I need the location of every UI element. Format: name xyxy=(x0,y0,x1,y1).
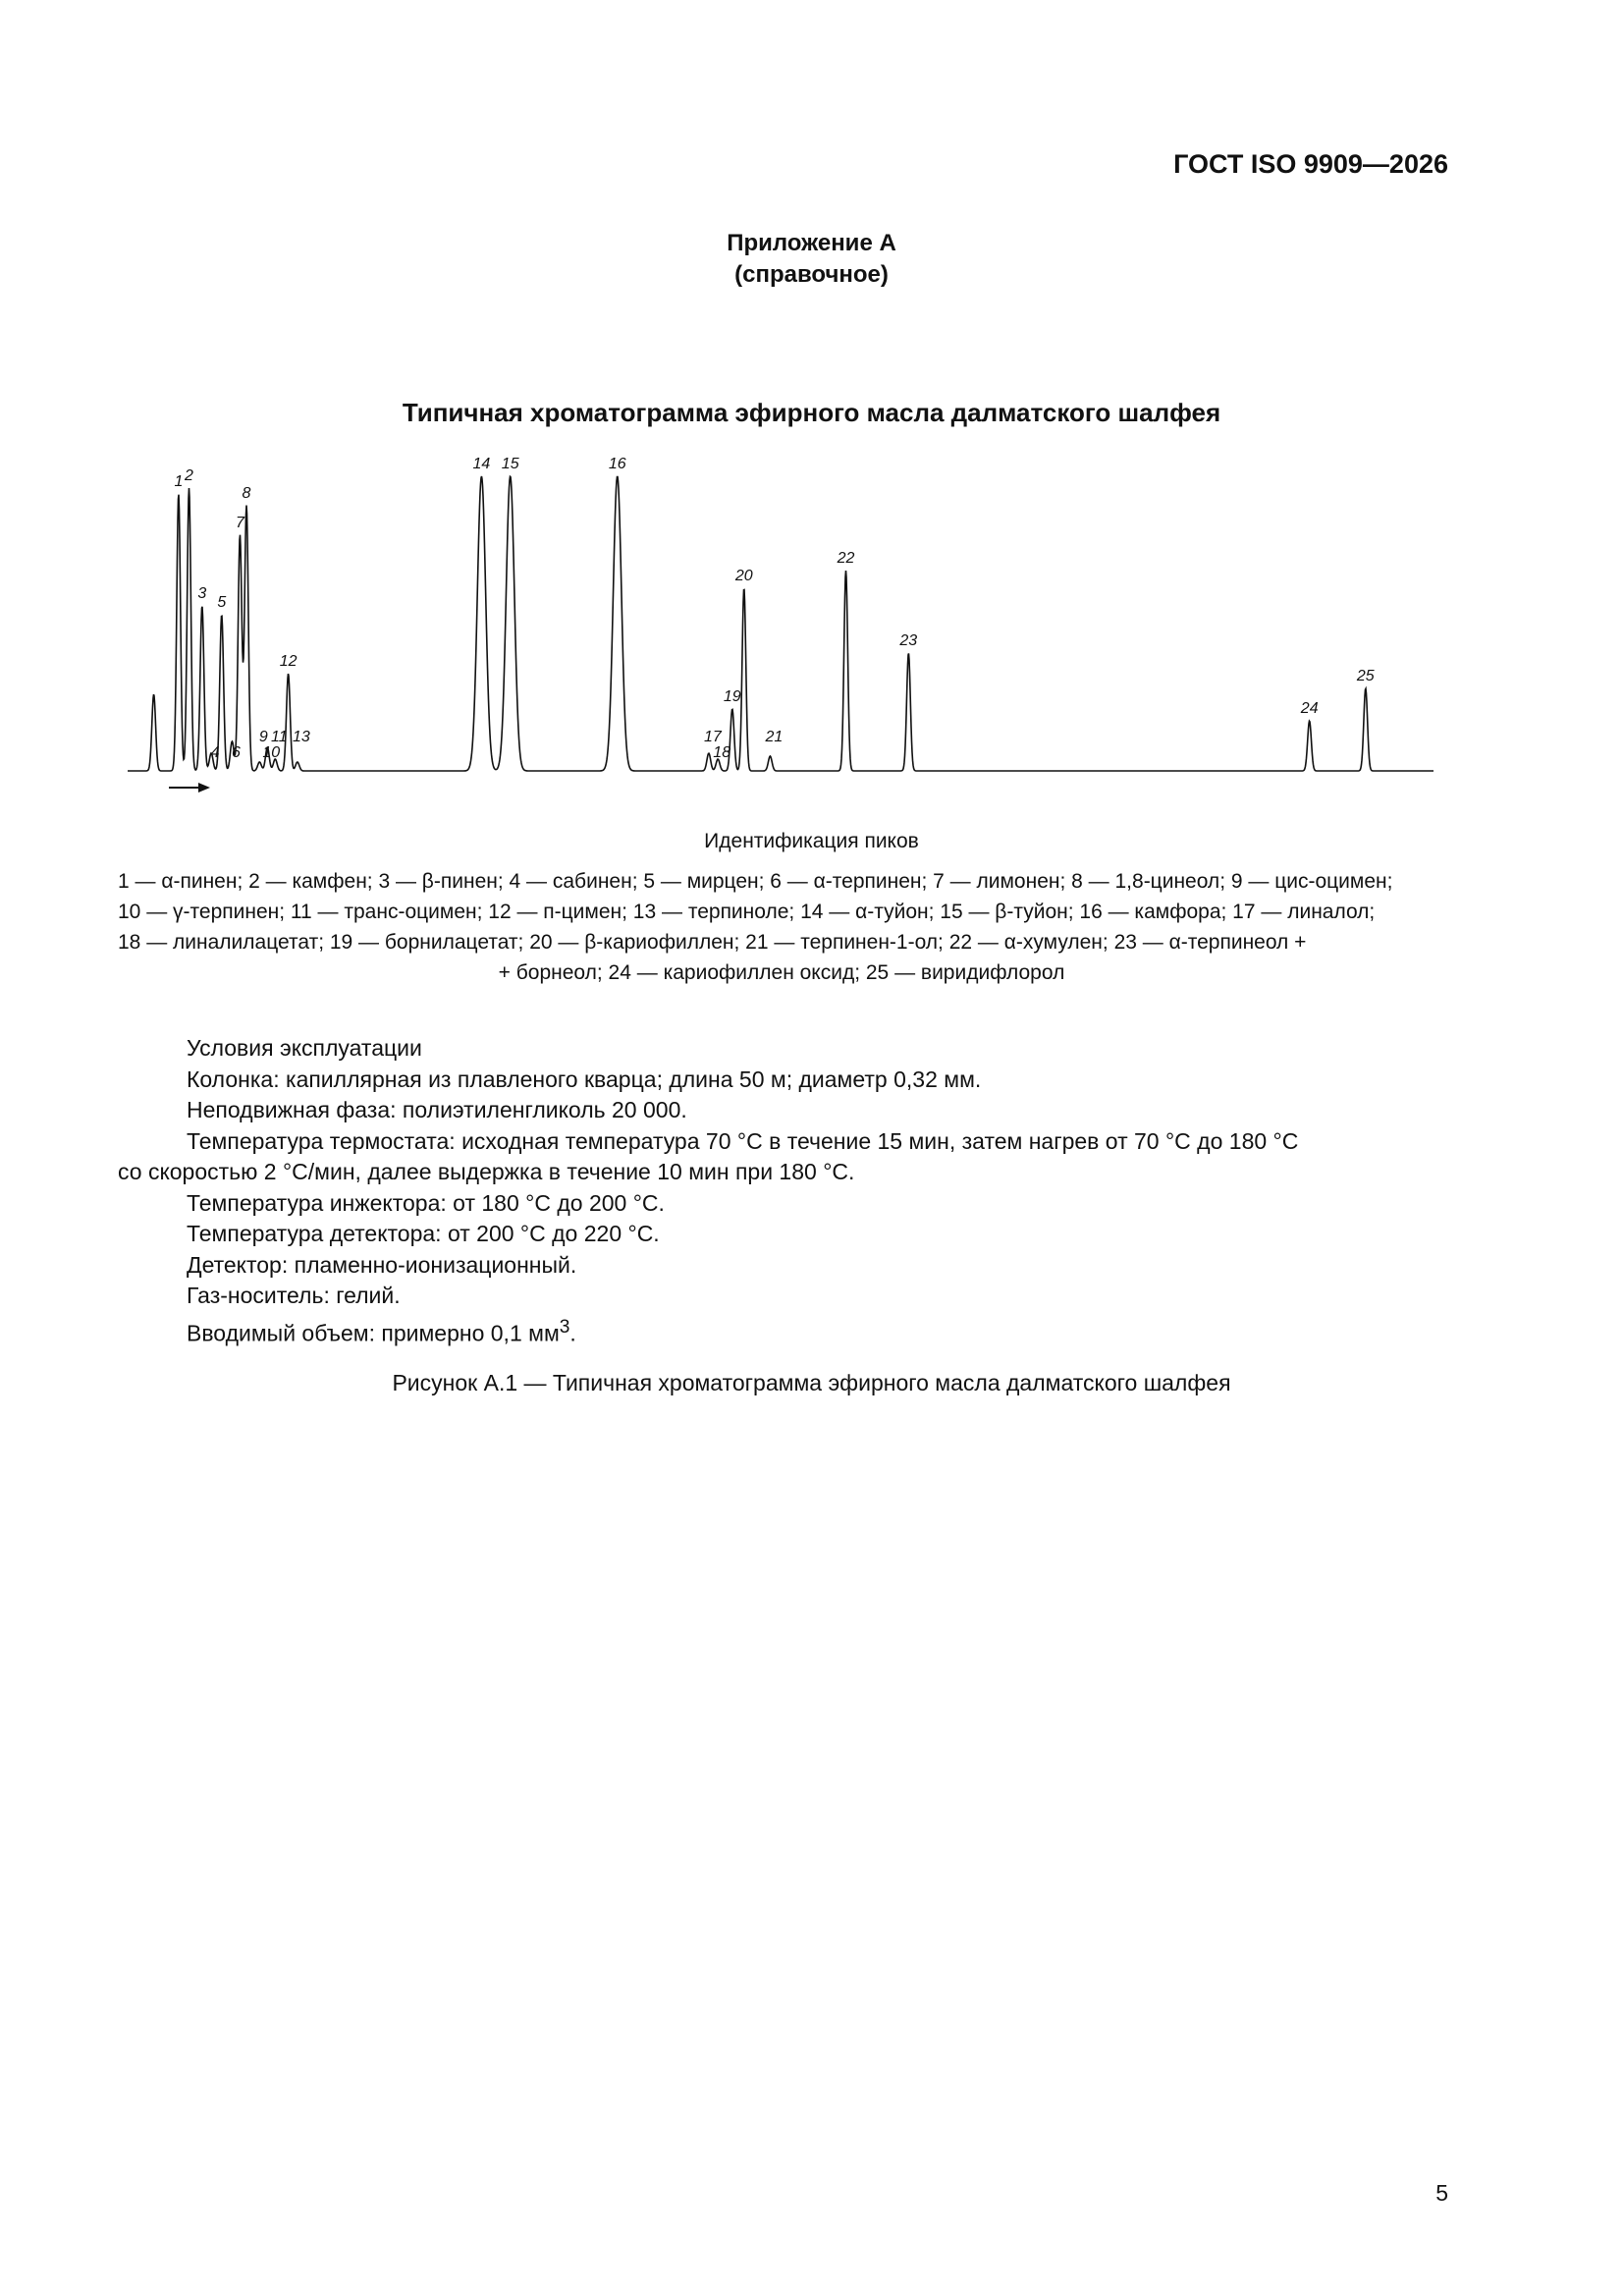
peak-label: 7 xyxy=(235,515,244,531)
peak-label: 17 xyxy=(704,729,722,745)
appendix-title: Приложение А xyxy=(727,230,896,256)
condition-oven-temperature-continued: со скоростью 2 °С/мин, далее выдержка в течение 10 мин при 180 °С. xyxy=(118,1159,855,1184)
condition-injection-volume xyxy=(118,1312,1445,1349)
injection-volume-period: . xyxy=(569,1320,576,1346)
condition-column: Колонка: капиллярная из плавленого кварца; длина 50 м; диаметр 0,32 мм. xyxy=(187,1066,982,1092)
injection-volume-exponent: 3 xyxy=(559,1316,570,1338)
peak-label: 4 xyxy=(210,744,220,761)
legend-line: 18 — линалилацетат; 19 — борнилацетат; 20 — β-кариофиллен; 21 — терпинен-1-ол; 22 — α-хумулен; 23 — α-терпинеол + xyxy=(118,931,1307,954)
peak-label: 13 xyxy=(293,729,310,745)
chromatogram-chart xyxy=(118,447,1443,800)
peak-identification-legend xyxy=(118,866,1445,988)
condition-injector-temperature: Температура инжектора: от 180 °С до 200 °С. xyxy=(187,1189,665,1216)
peak-label: 23 xyxy=(899,632,918,649)
flow-direction-arrow-icon xyxy=(169,783,210,793)
peak-label: 5 xyxy=(217,594,227,611)
peak-identification-title: Идентификация пиков xyxy=(704,830,919,852)
legend-line: + борнеол; 24 — кариофиллен оксид; 25 — виридифлорол xyxy=(498,961,1065,984)
condition-carrier-gas: Газ-носитель: гелий. xyxy=(187,1283,401,1308)
peak-label: 19 xyxy=(723,688,741,705)
condition-oven-temperature: Температура термостата: исходная температура 70 °C в течение 15 мин, затем нагрев от 70 °C до 180 °C xyxy=(187,1127,1299,1154)
peak-label: 20 xyxy=(734,568,753,584)
figure-caption: Рисунок А.1 — Типичная хроматограмма эфирного масла далматского шалфея xyxy=(392,1370,1231,1395)
peak-label: 9 xyxy=(258,729,268,745)
standard-code: ГОСТ ISO 9909—2026 xyxy=(1173,149,1448,179)
peak-label: 10 xyxy=(262,744,281,761)
peak-label: 8 xyxy=(242,485,251,502)
legend-line: 10 — γ-терпинен; 11 — транс-оцимен; 12 — п-цимен; 13 — терпиноле; 14 — α-туйон; 15 — β-туйон; 16 — камфора; 17 — линалол; xyxy=(118,901,1376,923)
peak-label: 12 xyxy=(279,653,298,670)
injection-volume-text: Вводимый объем: примерно 0,1 мм xyxy=(187,1320,560,1346)
peak-label: 22 xyxy=(837,550,855,567)
peak-label: 11 xyxy=(270,729,288,745)
appendix-subtitle: (справочное) xyxy=(734,261,889,288)
conditions-heading: Условия эксплуатации xyxy=(187,1035,422,1061)
operating-conditions xyxy=(118,1033,1445,1349)
peak-label: 14 xyxy=(472,456,491,472)
peak-label: 18 xyxy=(713,744,731,761)
peak-label: 25 xyxy=(1356,668,1375,684)
peak-label: 21 xyxy=(765,729,784,745)
peak-label: 15 xyxy=(501,456,519,472)
peak-label: 24 xyxy=(1300,700,1319,717)
condition-detector-temperature: Температура детектора: от 200 °С до 220 °С. xyxy=(187,1221,660,1246)
peak-label: 2 xyxy=(185,467,193,484)
peak-label: 6 xyxy=(231,744,241,761)
peak-label: 16 xyxy=(608,456,626,472)
figure-title: Типичная хроматограмма эфирного масла далматского шалфея xyxy=(402,398,1221,427)
condition-stationary-phase: Неподвижная фаза: полиэтиленгликоль 20 000. xyxy=(187,1097,687,1122)
appendix-heading xyxy=(0,228,1623,291)
peak-label: 1 xyxy=(174,473,184,490)
legend-line: 1 — α-пинен; 2 — камфен; 3 — β-пинен; 4 — сабинен; 5 — мирцен; 6 — α-терпинен; 7 — лимонен; 8 — 1,8-цинеол; 9 — цис-оцимен; xyxy=(118,870,1393,893)
page-number: 5 xyxy=(1435,2180,1448,2206)
chromatogram-trace xyxy=(128,476,1434,771)
peak-label: 3 xyxy=(197,585,207,602)
condition-detector: Детектор: пламенно-ионизационный. xyxy=(187,1251,577,1278)
